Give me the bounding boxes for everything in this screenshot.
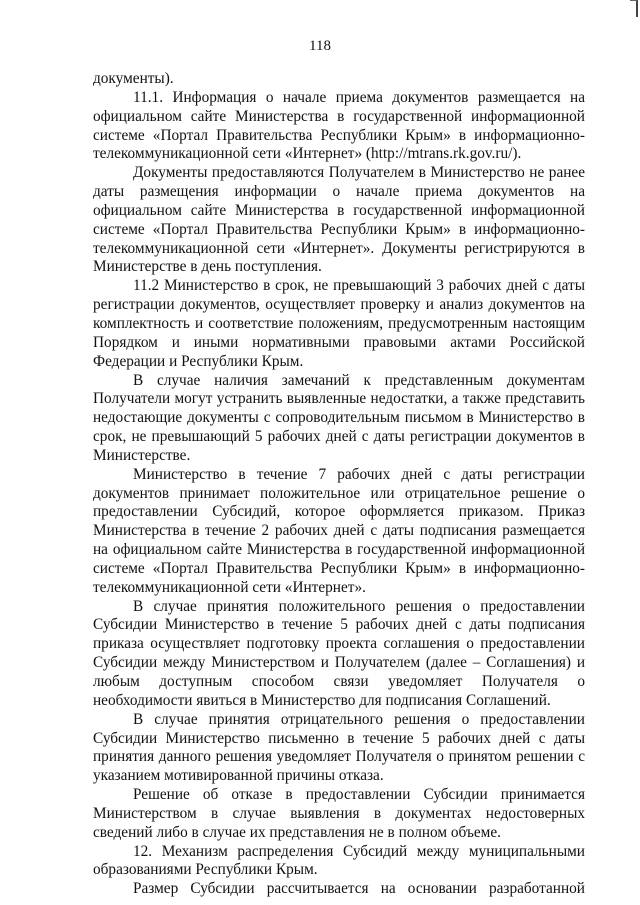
paragraph-negative-decision: В случае принятия отрицательного решения о предоставлении Субсидии Министерство письменно в течение 5 рабочих дней с даты принятия данного решения уведомляет Получателя о принятом решении с указанием мотивированной причины отказа.	[93, 710, 585, 785]
paragraph-positive-decision: В случае принятия положительного решения о предоставлении Субсидии Министерство в течение 5 рабочих дней с даты подписания приказа осуществляет подготовку проекта соглашения о предоставлении Субсидии между Министерством и Получателем (далее – Соглашения) и любым доступным способом связи уведомляет Получателя о необходимости явиться в Министерство для подписания Соглашений.	[93, 597, 585, 709]
paragraph-11-1: 11.1. Информация о начале приема документов размещается на официальном сайте Министерства в государственной информационной системе «Портал Правительства Республики Крым» в информационно-телекоммуникационной сети «Интернет» (http://mtrans.rk.gov.ru/).	[93, 88, 585, 163]
paragraph-11-2: 11.2 Министерство в срок, не превышающий 3 рабочих дней с даты регистрации документов, осуществляет проверку и анализ документов на комплектность и соответствие положениям, предусмотренным настоящим Порядком и иными нормативными правовыми актами Российской Федерации и Республики Крым.	[93, 277, 585, 370]
page-number: 118	[309, 38, 331, 54]
paragraph-decision: Министерство в течение 7 рабочих дней с даты регистрации документов принимает положительное или отрицательное решение о предоставлении Субсидий, которое оформляется приказом. Приказ Министерства в течение 2 рабочих дней с даты подписания размещается на официальном сайте Министерства в государственной информационной системе «Портал Правительства Республики Крым» в информационно-телекоммуникационной сети «Интернет».	[93, 465, 585, 596]
paragraph-12-heading: 12. Механизм распределения Субсидий между муниципальными образованиями Республики Крым.	[93, 842, 585, 879]
scan-corner-mark	[630, 0, 638, 17]
paragraph-refusal: Решение об отказе в предоставлении Субсидии принимается Министерством в случае выявления в документах недостоверных сведений либо в случае их представления не в полном объеме.	[93, 786, 585, 841]
paragraph-remarks: В случае наличия замечаний к представленным документам Получатели могут устранить выявленные недостатки, а также представить недостающие документы с сопроводительным письмом в Министерство в срок, не превышающий 5 рабочих дней с даты регистрации документов в Министерстве.	[93, 371, 585, 464]
document-body	[93, 70, 585, 899]
paragraph-documents-submission: Документы предоставляются Получателем в Министерство не ранее даты размещения информации о начале приема документов на официальном сайте Министерства в государственной информационной системе «Портал Правительства Республики Крым» в информационно-телекоммуникационной сети «Интернет». Документы регистрируются в Министерстве в день поступления.	[93, 164, 585, 276]
paragraph-subsidy-size: Размер Субсидии рассчитывается на основании разработанной	[133, 880, 585, 898]
paragraph-continuation: документы).	[93, 70, 174, 87]
